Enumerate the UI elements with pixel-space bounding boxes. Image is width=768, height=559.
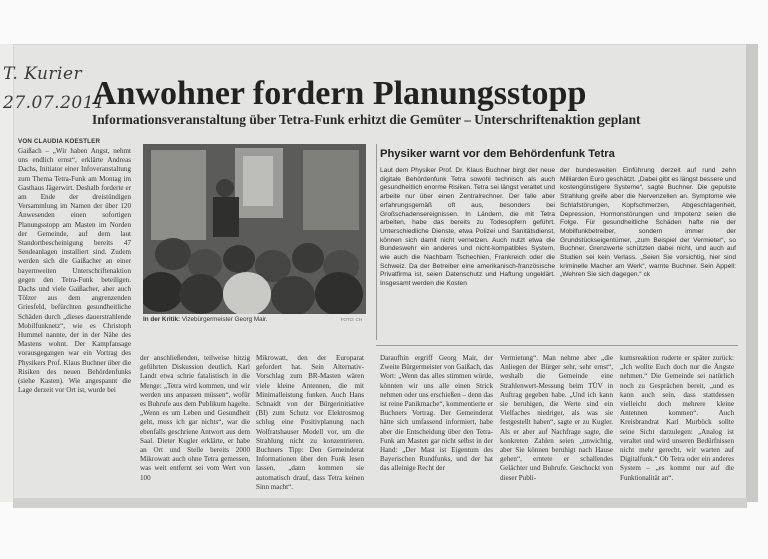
sidebar-column-1: Laut dem Physiker Prof. Dr. Klaus Buchner birgt der neue digitale Behördenfunk Tetra sowohl technisch als auch gesundheitlich enorme Risiken. Tetra sei längst veraltet und arbeite nur über einen Zentralrechner. Der falle aber erfahrungsgemäß oft aus, besonders bei Großschadensereignissen. In Ländern, die mit Tetra arbeiten, habe das bereits zu Todesopfern geführt. Unterschiedliche Dienste, etwa Polizei und Sanitätsdienst, können sich damit nicht vernetzen. Auch nutzt etwa die Bundeswehr ein anderes und nicht-kompatibles System, wie auch die Nachbarn Tschechien, Frankreich oder die Schweiz. Da der Betreiber eine amerikanisch-französische Privatfirma ist, seien Datenschutz und Haftung ungeklärt. Insgesamt werden die Kosten xyxy=(380,167,555,288)
article-column-6: kumsreaktion ruderte er später zurück: „Ich wollte Euch doch nur die Ängste nehmen.“ Die Gemeinde sei natürlich noch zu Gesprächen bereit, „und es kann auch sein, dass stattdessen vielleicht doch mehrere kleine Antennen kommen“. Auch Kreisbrandrat Karl Murböck sollte seine Sicht darzulegen: „Analog ist veraltet und wird unseren Bedürfnissen nicht mehr gerecht, wir warten auf Digitalfunk.“ Ob Tetra oder ein anderes System – „es kommt nur auf die Funktionalität an“. xyxy=(620,354,734,482)
article-column-5: Vermietung“. Man nehme aber „die Anliegen der Bürger sehr, sehr ernst“, weshalb die Gemeinde eine Strahlenwert-Messung beim TÜV in Auftrag gegeben habe. „Und ich kann sie beruhigen, die Werte sind ein Vielfaches niedriger, als was sie festgestellt haben“, sagte er zu Kugler. Als er aber auf Nachfrage sagte, die konkreten Zahlen seien „unwichtig, aber Sie können beruhigt nach Hause gehen“, erntete er schallendes Gelächter und Buhrufe. Geschockt von dieser Publi- xyxy=(500,354,613,482)
sidebar-title: Physiker warnt vor dem Behördenfunk Tetra xyxy=(380,148,615,160)
handwritten-date: 27.07.2011 xyxy=(3,93,106,113)
photo-credit: FOTO: CH xyxy=(340,317,362,322)
article-column-1: Gaißach – „Wir haben Angst, nehmt uns endlich ernst“, erklärte Andreas Dachs, Initiator einer Infoveranstaltung zum Thema Tetra-Funk am Montag im Gasthaus Jägerwirt. Deshalb forderte er am Ende der dreistündigen Versammlung im Namen der über 120 Anwesenden einen sofortigen Planungsstopp am Masten im Norden der Gemeinde, auf dem laut Standortbescheinigung bereits 47 Sendeanlagen installiert sind. Zudem werden sich die Gaißacher an einer bayernweiten Unterschriftenaktion gegen den Tetra-Funk beteiligen. Dachs und viele Gaißacher, aber auch Tölzer aus dem angrenzenden Griesfeld, befürchten gesundheitliche Schäden durch „dieses dauerstrahlende Mobilfunknetz“, wie es Christoph Hummel nannte, der in der Nähe des Mastens wohnt. Der Kampfansage vorausgegangen war ein Vortrag des Physikers Prof. Klaus Buchner über die Risiken des neuen Behördenfunks (siehe Kasten). Wie angespannt die Lage derzeit vor Ort ist, wurde bei xyxy=(18,147,131,395)
article-subheadline: Informationsveranstaltung über Tetra-Funk erhitzt die Gemüter – Unterschriftenaktion geplant xyxy=(92,112,641,127)
sidebar-bottom-rule xyxy=(376,345,738,346)
caption-lead: In der Kritik: xyxy=(143,316,181,323)
article-photo xyxy=(143,144,366,314)
handwritten-source: T. Kurier xyxy=(3,64,83,84)
photo-caption xyxy=(143,316,366,323)
article-byline: VON CLAUDIA KOESTLER xyxy=(18,138,101,145)
clipping-right-edge xyxy=(746,44,758,502)
sidebar-column-2: der bundesweiten Einführung derzeit auf rund zehn Milliarden Euro geschätzt. „Dabei gibt es längst bessere und kostengünstigere Systeme“, sagte Buchner. Die gepulste Strahlung greife aber die Nervenzellen an. Symptome wie Schlafstörungen, Kopfschmerzen, Abgeschlagenheit, Depression, Hormonstörungen und Impotenz seien die Folge. Für gesundheitliche Schäden hafte nie der Mobilfunkbetreiber, sondern immer der Grundstückseigentümer, „zum Beispiel der Vermieter“, so Buchner. Grenzwerte schützten dabei nicht, und auch auf Studien sei kein Verlass. „Seien Sie vorsichtig, hier sind kriminelle Macher am Werk“, warnte Buchner. Sein Appell: „Wehren Sie sich dagegen.“ ck xyxy=(560,167,736,279)
article-column-4: Daraufhin ergriff Georg Mair, der Zweite Bürgermeister von Gaißach, das Wort: „Wenn das alles stimmen würde, könnten wir uns alle einen Strick nehmen oder uns erschießen – denn das ist reine Panikmache“, kommentierte er Buchners Vortrag. Der Gemeinderat hätte sich umfassend informiert, habe aber die Entscheidung über den Tetra-Funk am Masten gar nicht selbst in der Hand: „Der Mast ist Eigentum des Bayerischen Rundfunks, und der hat das alleinige Recht der xyxy=(380,354,493,473)
caption-text: Vizebürgermeister Georg Mair. xyxy=(180,316,268,323)
article-column-2: der anschließenden, teilweise hitzig geführten Diskussion deutlich. Karl Landt etwa schrie fatalistisch in die Menge: „Tetra wird kommen, und wir werden uns anpassen müssen“, wofür es Buhrufe aus dem Publikum hagelte. „Wenn es um Leben und Gesundheit geht, muss ich gar nichts“, war die ebenfalls geschriene Antwort aus dem Saal. Dieter Kugler erklärte, er habe an Ort und Stelle bereits 2000 Mikrowatt auch ohne Tetra gemessen, was weit entfernt sei vom Wert von 100 xyxy=(140,354,250,482)
sidebar-divider xyxy=(376,144,377,340)
article-headline: Anwohner fordern Planungsstopp xyxy=(92,75,587,112)
article-column-3: Mikrowatt, den der Europarat gefordert hat. Sein Alternativ-Vorschlag zum BR-Masten wären viele kleine Antennen, die mit Minimalleistung funken. Auch Hans Schnaidt von der Bürgerinitiative (BI) zum Schutz vor Elektrosmog schlug eine Positivplanung nach Wolfratshauser Modell vor, um die Strahlung nicht zu konzentrieren. Buchners Tipp: Den Gemeinderat Informationen über den Funk lesen lassen, „dann kommen sie automatisch drauf, dass Tetra keinen Sinn macht“. xyxy=(256,354,364,491)
audience-photo-graphic xyxy=(143,144,366,314)
